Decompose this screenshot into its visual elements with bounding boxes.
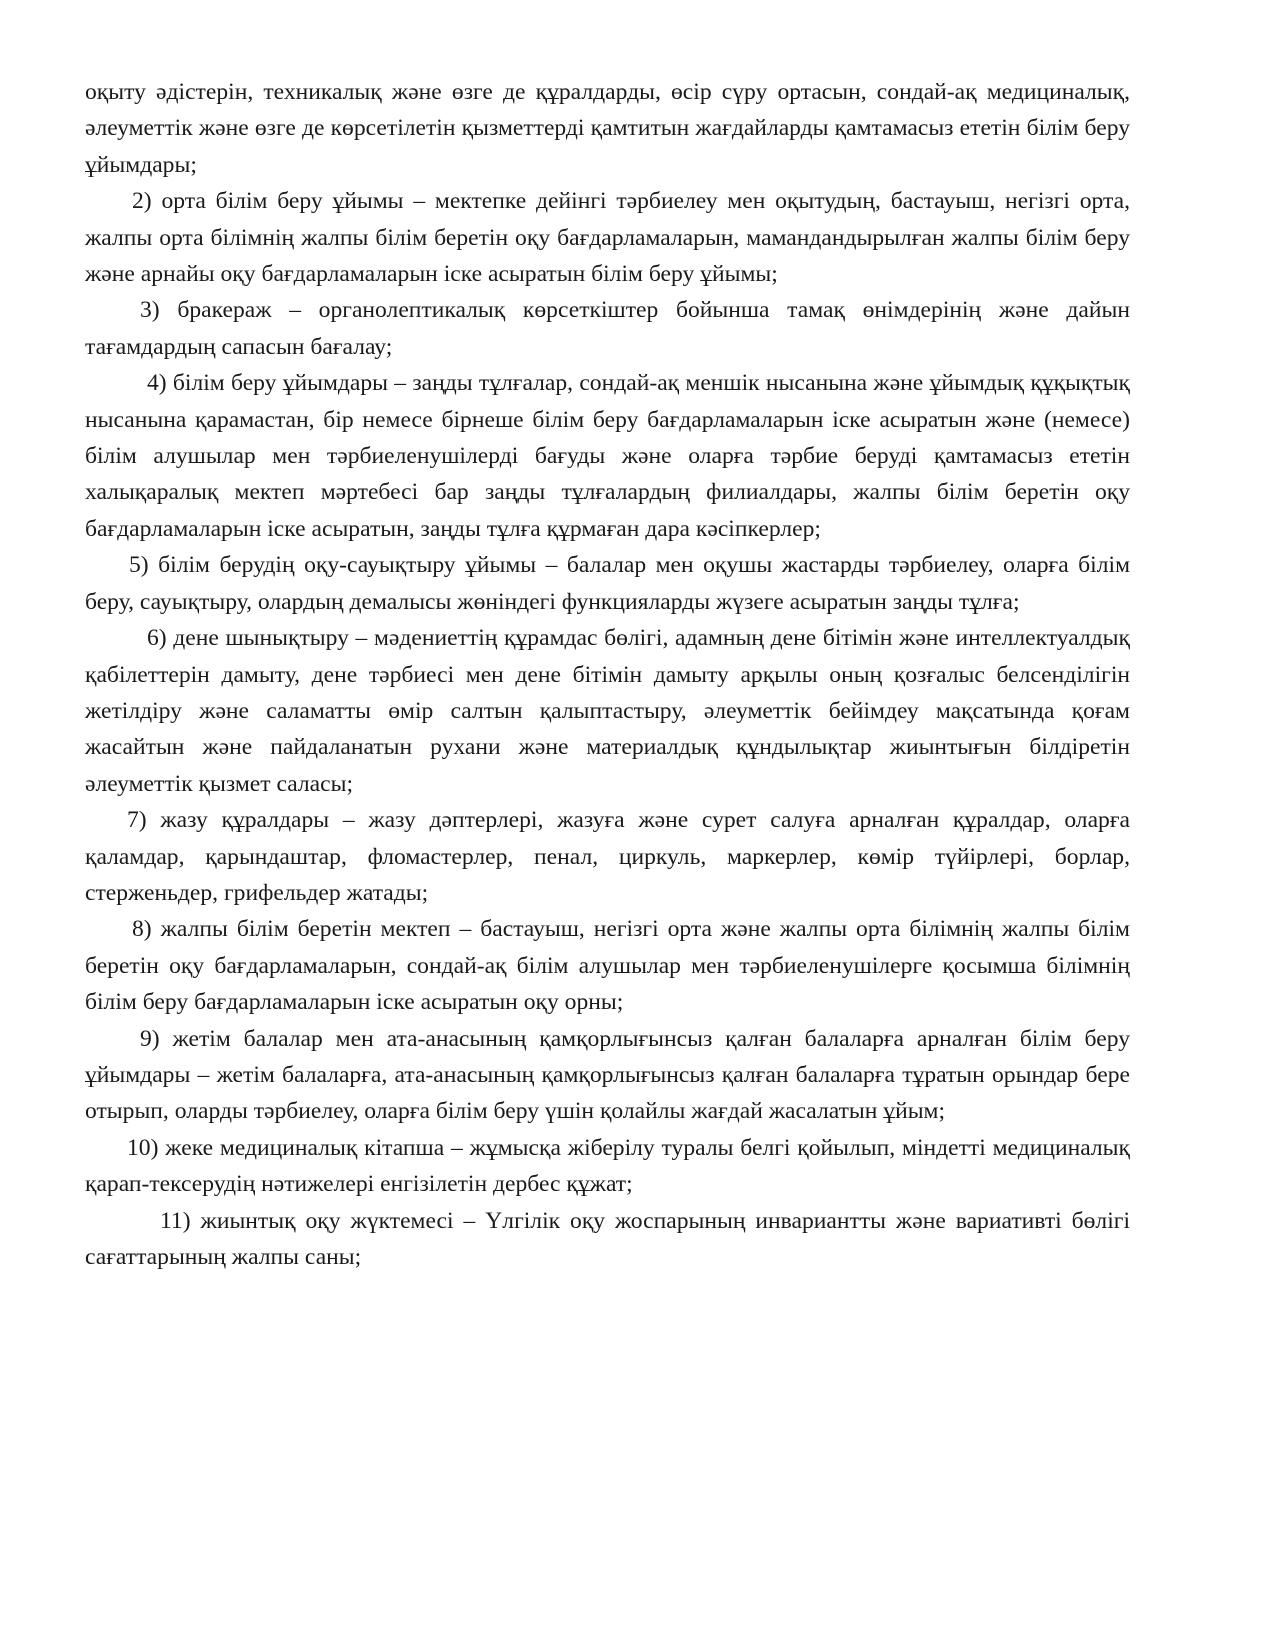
paragraph-item-7: 7) жазу құралдары – жазу дәптерлері, жазуға және сурет салуға арналған құралдар, оларға қаламдар, қарындаштар, фломастерлер, пенал, циркуль, маркерлер, көмір түйірлері, борлар, стерженьдер, грифельдер жатады; <box>85 807 1130 906</box>
document-page <box>85 74 1130 1275</box>
paragraph-item-11: 11) жиынтық оқу жүктемесі – Үлгілік оқу жоспарының инвариантты және вариативті бөлігі сағаттарының жалпы саны; <box>85 1207 1130 1270</box>
paragraph-item-4: 4) білім беру ұйымдары – заңды тұлғалар, сондай-ақ меншік нысанына және ұйымдық құқықтық нысанына қарамастан, бір немесе бірнеше білім беру бағдарламаларын іске асыратын және (немесе) білім алушылар мен тәрбиеленушілерді бағуды және оларға тәрбие беруді қамтамасыз ететін халықаралық мектеп мәртебесі бар заңды тұлғалардың филиалдары, жалпы білім беретін оқу бағдарламаларын іске асыратын, заңды тұлға құрмаған дара кәсіпкерлер; <box>85 370 1130 542</box>
paragraph-item-6: 6) дене шынықтыру – мәдениеттің құрамдас бөлігі, адамның дене бітімін және интеллектуалдық қабілеттерін дамыту, дене тәрбиесі мен дене бітімін дамыту арқылы оның қозғалыс белсенділігін жетілдіру және саламатты өмір салтын қалыптастыру, әлеуметтік бейімдеу мақсатында қоғам жасайтын және пайдаланатын рухани және материалдық құндылықтар жиынтығын білдіретін әлеуметтік қызмет саласы; <box>85 625 1130 797</box>
paragraph-item-10: 10) жеке медициналық кітапша – жұмысқа жіберілу туралы белгі қойылып, міндетті медициналық қарап-тексерудің нәтижелері енгізілетін дербес құжат; <box>85 1134 1130 1198</box>
paragraph-continuation: оқыту әдістерін, техникалық және өзге де құралдарды, өсір сүру ортасын, сондай-ақ медициналық, әлеуметтік және өзге де көрсетілетін қызметтерді қамтитын жағдайларды қамтамасыз ететін білім беру ұйымдары; <box>85 79 1130 178</box>
paragraph-item-9: 9) жетім балалар мен ата-анасының қамқорлығынсыз қалған балаларға арналған білім беру ұйымдары – жетім балаларға, ата-анасының қамқорлығынсыз қалған балаларға тұратын орындар бере отырып, оларды тәрбиелеу, оларға білім беру үшін қолайлы жағдай жасалатын ұйым; <box>85 1025 1130 1125</box>
paragraph-item-5: 5) білім берудің оқу-сауықтыру ұйымы – балалар мен оқушы жастарды тәрбиелеу, оларға білім беру, сауықтыру, олардың демалысы жөніндегі функцияларды жүзеге асыратын заңды тұлға; <box>85 552 1130 615</box>
paragraph-item-2: 2) орта білім беру ұйымы – мектепке дейінгі тәрбиелеу мен оқытудың, бастауыш, негізгі орта, жалпы орта білімнің жалпы білім беретін оқу бағдарламаларын, мамандандырылған жалпы білім беру және арнайы оқу бағдарламаларын іске асыратын білім беру ұйымы; <box>85 188 1130 288</box>
paragraph-item-8: 8) жалпы білім беретін мектеп – бастауыш, негізгі орта және жалпы орта білімнің жалпы білім беретін оқу бағдарламаларын, сондай-ақ білім алушылар мен тәрбиеленушілерге қосымша білімнің білім беру бағдарламаларын іске асыратын оқу орны; <box>85 916 1130 1016</box>
paragraph-item-3: 3) бракераж – органолептикалық көрсеткіштер бойынша тамақ өнімдерінің және дайын тағамдардың сапасын бағалау; <box>85 297 1130 360</box>
